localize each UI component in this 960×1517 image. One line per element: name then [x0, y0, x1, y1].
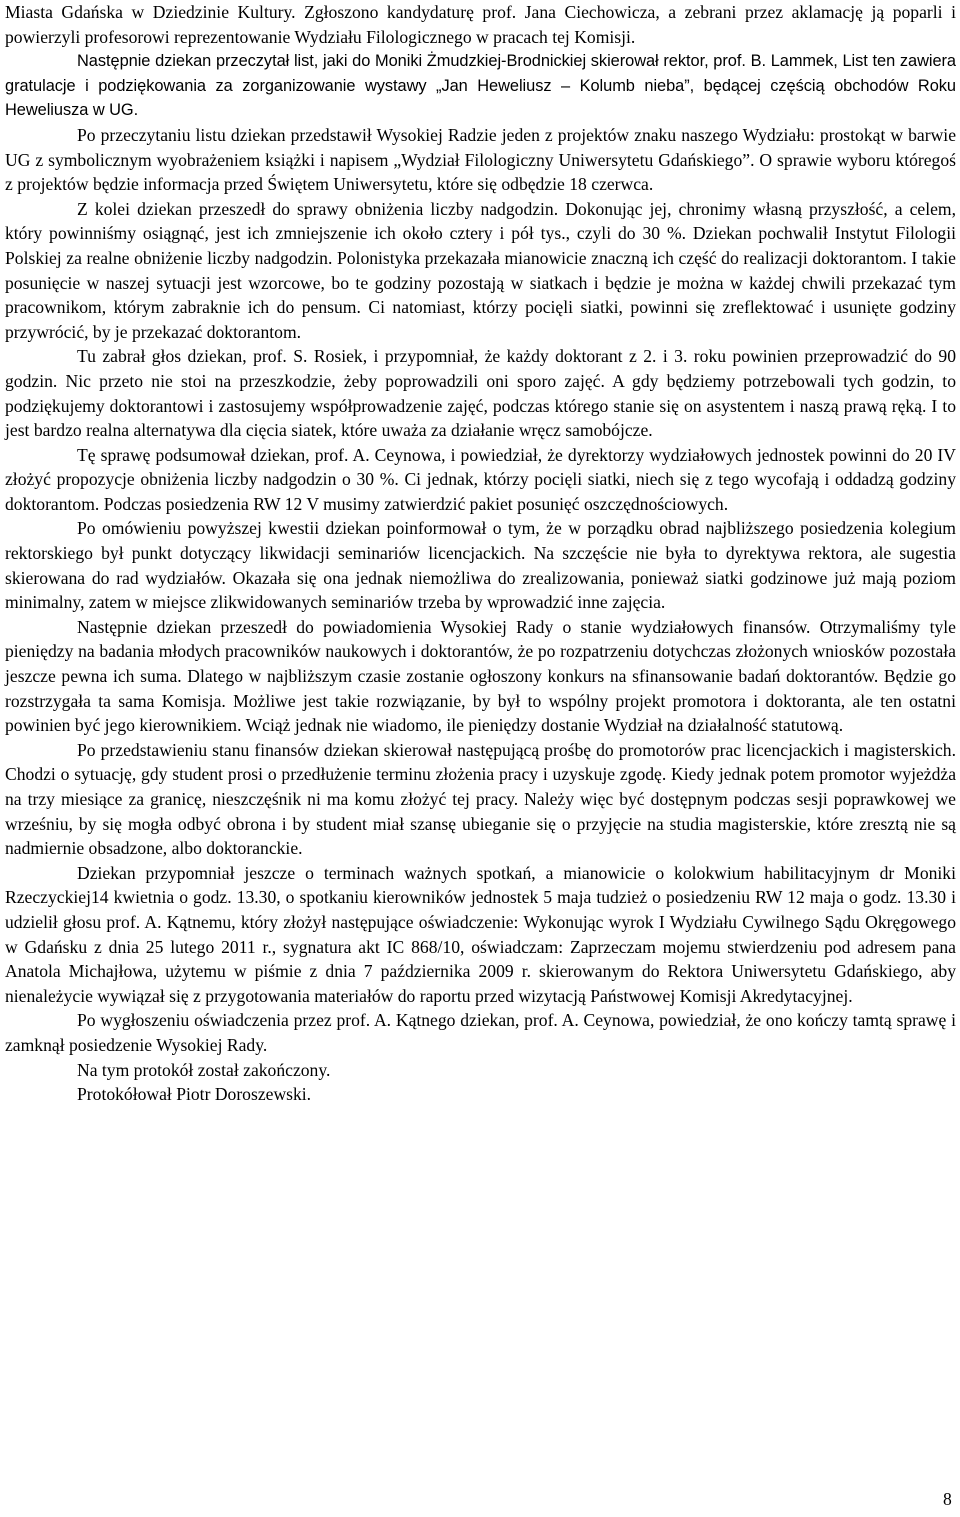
paragraph-protocol-ended: Na tym protokół został zakończony.: [77, 1059, 331, 1080]
paragraph-commission-nomination: Miasta Gdańska w Dziedzinie Kultury. Zgłoszono kandydaturę prof. Jana Ciechowicza, a zebrani przez aklamację ją poparli i powierzyli profesorowi reprezentowanie Wydziału Filologicznego w pracach tej Komisji.: [5, 2, 956, 47]
paragraph-faculty-logo: Po przeczytaniu listu dziekan przedstawił Wysokiej Radzie jeden z projektów znaku naszego Wydziału: prostokąt w barwie UG z symbolicznym wyobrażeniem książki i napisem „Wydział Filologiczny Uniwersytetu Gdańskiego”. O sprawie wyboru któregoś z projektów będzie informacja przed Świętem Uniwersytetu, które się odbędzie 18 czerwca.: [5, 124, 956, 195]
paragraph-overtime-reduction: Z kolei dziekan przeszedł do sprawy obniżenia liczby nadgodzin. Dokonując jej, chronimy własną przyszłość, a celem, który powinniśmy osiągnąć, jest ich zmniejszenie ich około cztery i pół tys., czyli do 30 %. Dziekan pochwalił Instytut Filologii Polskiej za realne obniżenie liczby nadgodzin. Polonistyka przekazała mianowicie znaczną ich część do realizacji doktorantom. I takie posunięcie w naszej sytuacji jest wzorcowe, bo te godziny pozostają w siatkach i będzie je można w każdej chwili przekazać tym pracownikom, którym zabraknie ich do pensum. Ci natomiast, którzy pocięli siatki, powinni się zreflektować i usunięte godziny przywrócić, by je przekazać doktorantom.: [5, 198, 956, 342]
paragraph-rosiek-remarks: Tu zabrał głos dziekan, prof. S. Rosiek, i przypomniał, że każdy doktorant z 2. i 3. roku powinien przeprowadzić do 90 godzin. Nic przeto nie stoi na przeszkodzie, żeby poprowadzili oni sporo zajęć. A gdy będziemy potrzebowali tych godzin, to podziękujemy doktorantowi i zastosujemy współprowadzenie zajęć, podczas którego stanie się on asystentem i naszą prawą ręką. I to jest bardzo realna alternatywa dla cięcia siatek, które uważa za działanie wręcz samobójcze.: [5, 346, 956, 441]
paragraph-seminar-liquidation: Po omówieniu powyższej kwestii dziekan poinformował o tym, że w porządku obrad najbliższego posiedzenia kolegium rektorskiego był punkt dotyczący likwidacji seminariów licencjackich. Na szczęście nie była to dyrektywa rektora, ale sugestia skierowana do rad wydziałów. Okazała się ona jednak niemożliwa do zrealizowania, ponieważ siatki godzinowe już mają poziom minimalny, zatem w miejsce zlikwidowanych seminariów trzeba by wprowadzić inne zajęcia.: [5, 518, 956, 613]
paragraph-supervisor-request: Po przedstawieniu stanu finansów dziekan skierował następującą prośbę do promotorów prac licencjackich i magisterskich. Chodzi o sytuację, gdy student prosi o przedłużenie terminu złożenia pracy i uzyskuje zgodę. Kiedy jednak potem promotor wyjeżdża na trzy miesiące za granicę, nieszczęśnik ni ma komu złożyć tej pracy. Należy więc być dostępnym podczas sesji poprawkowej we wrześniu, by się mogła odbyć obrona i by student miał szansę ubieganie się o przyjęcie na studia magisterskie, które zresztą nie są nadmiernie obsadzone, albo doktoranckie.: [5, 739, 956, 859]
paragraph-rector-letter: Następnie dziekan przeczytał list, jaki do Moniki Żmudzkiej-Brodnickiej skierował rektor, prof. B. Lammek, List ten zawiera gratulacje i podziękowania za zorganizowanie wystawy „Jan Heweliusz – Kolumb nieba”, będącej częścią obchodów Roku Heweliusza w UG.: [5, 52, 956, 120]
paragraph-ceynowa-summary: Tę sprawę podsumował dziekan, prof. A. Ceynowa, i powiedział, że dyrektorzy wydziałowych jednostek powinni do 20 IV złożyć propozycje obniżenia liczby nadgodzin o 30 %. Ci jednak, którzy pocięli siatki, niech się z tego wycofają i oddadzą godziny doktorantom. Podczas posiedzenia RW 12 V musimy zatwierdzić pakiet posunięć oszczędnościowych.: [5, 444, 956, 514]
paragraph-finances: Następnie dziekan przeszedł do powiadomienia Wysokiej Rady o stanie wydziałowych finansów. Otrzymaliśmy tyle pieniędzy na badania młodych pracowników naukowych i doktorantów, że po rozpatrzeniu dotychczas złożonych wniosków pozostała jeszcze pewna ich suma. Dlatego w najbliższym czasie zostanie ogłoszony konkurs na sfinansowanie badań doktorantów. Będzie go rozstrzygała ta sama Komisja. Możliwe jest takie rozwiązanie, by był to wspólny projekt promotora i doktoranta, ale ten ostatni powinien być jego kierownikiem. Wciąż jednak nie wiadomo, ile pieniędzy dostanie Wydział na działalność statutową.: [5, 616, 956, 736]
page-number: 8: [943, 1489, 952, 1509]
paragraph-meetings-statement: Dziekan przypomniał jeszcze o terminach ważnych spotkań, a mianowicie o kolokwium habilitacyjnym dr Moniki Rzeczyckiej14 kwietnia o godz. 13.30, o spotkaniu kierowników jednostek 5 maja tudzież o posiedzeniu RW 12 maja o godz. 13.30 i udzielił głosu prof. A. Kątnemu, który złożył następujące oświadczenie: Wykonując wyrok I Wydziału Cywilnego Sądu Okręgowego w Gdańsku z dnia 25 lutego 2011 r., sygnatura akt IC 868/10, oświadczam: Zaprzeczam mojemu stwierdzeniu pod adresem pana Anatola Michajłowa, użytemu w piśmie z dnia 7 października 2009 r. skierowanym do Rektora Uniwersytetu Gdańskiego, aby nienależycie wywiązał się z przygotowania materiałów do raportu przed wizytacją Państwowej Komisji Akredytacyjnej.: [5, 862, 956, 1006]
paragraph-protocol-author: Protokółował Piotr Doroszewski.: [77, 1084, 312, 1105]
paragraph-meeting-closed: Po wygłoszeniu oświadczenia przez prof. A. Kątnego dziekan, prof. A. Ceynowa, powiedział, że ono kończy tamtą sprawę i zamknął posiedzenie Wysokiej Rady.: [5, 1010, 956, 1055]
document-page: [5, 0, 956, 1107]
